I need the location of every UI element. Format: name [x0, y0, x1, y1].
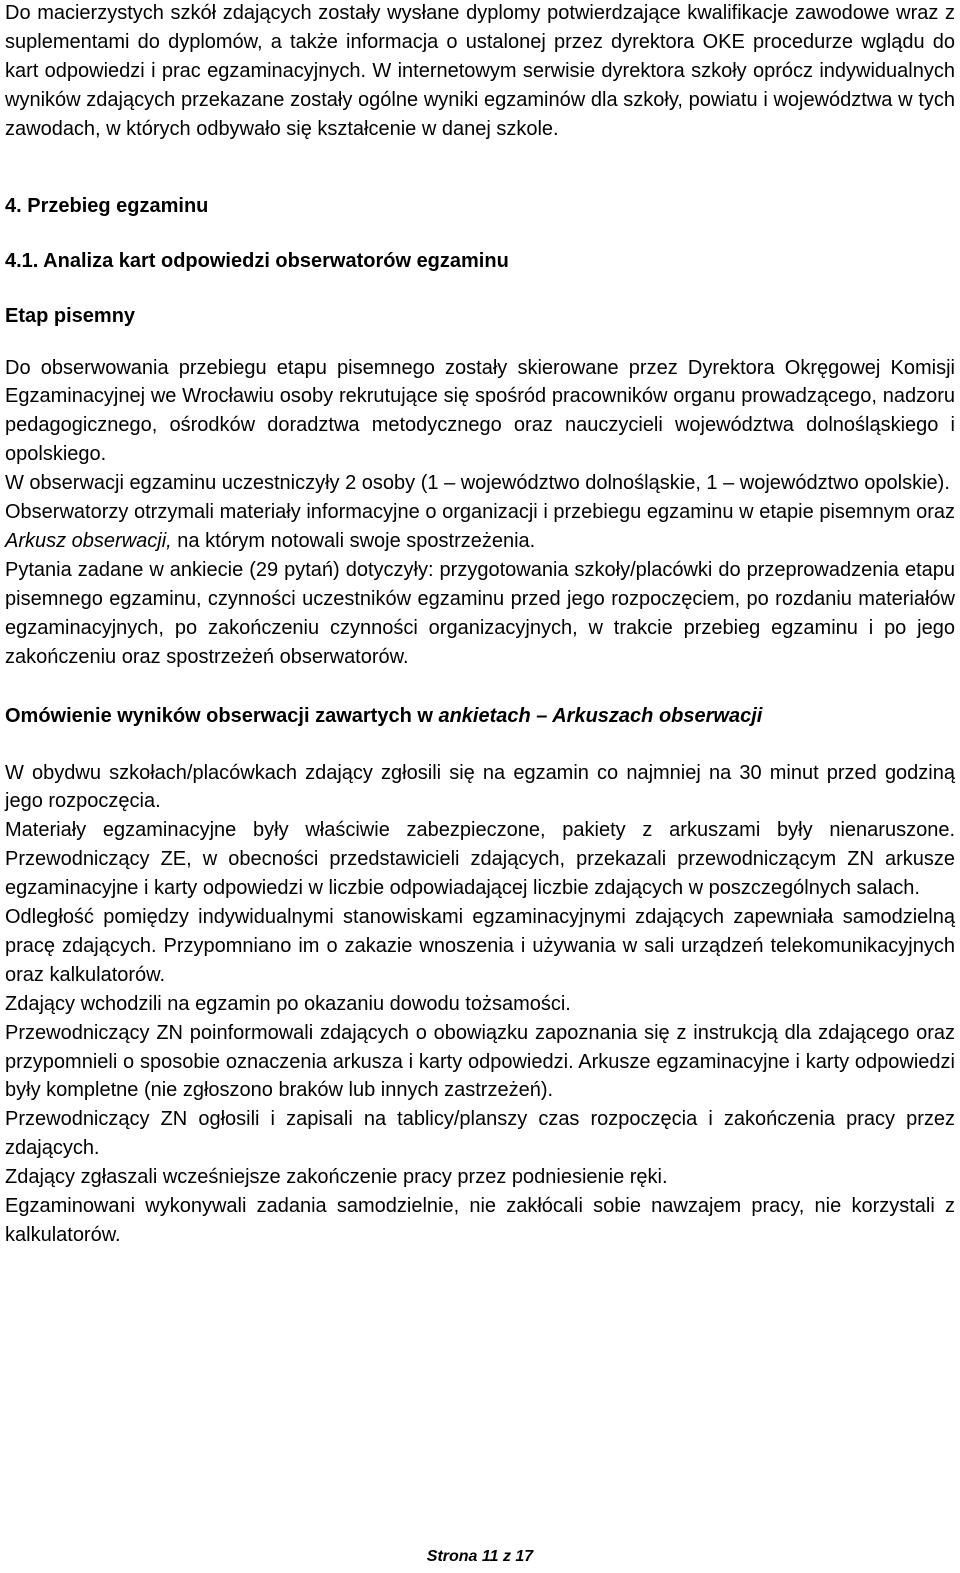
observers-paragraph-4: Pytania zadane w ankiecie (29 pytań) dotyczyły: przygotowania szkoły/placówki do przeprowadzenia etapu pisemnego egzaminu, czynności uczestników egzaminu przed jego rozpoczęciem, po rozdaniu materiałów egzaminacyjnych, po zakończeniu czynności organizacyjnych, w trakcie przebieg egzaminu i po jego zakończeniu oraz spostrzeżeń obserwatorów. [5, 558, 955, 668]
discussion-heading-text: Omówienie wyników obserwacji zawartych w [5, 704, 439, 727]
discussion-heading-italic: ankietach – Arkuszach obserwacji [438, 704, 763, 727]
discussion-item: Zdający wchodzili na egzamin po okazaniu dowodu tożsamości. [5, 992, 571, 1015]
discussion-list [5, 759, 955, 1250]
discussion-item: Przewodniczący ZN poinformowali zdających o obowiązku zapoznania się z instrukcją dla zdającego oraz przypomnieli o sposobie oznaczenia arkusza i karty odpowiedzi. Arkusze egzaminacyjne i karty odpowiedzi były kompletne (nie zgłoszono braków lub innych zastrzeżeń). [5, 1021, 955, 1102]
observers-paragraph-2: W obserwacji egzaminu uczestniczyły 2 osoby (1 – województwo dolnośląskie, 1 – województwo opolskie). [5, 472, 950, 495]
observers-p3-text: Obserwatorzy otrzymali materiały informacyjne o organizacji i przebiegu egzaminu w etapie pisemnym oraz [5, 501, 955, 524]
observers-paragraph-1: Do obserwowania przebiegu etapu pisemnego zostały skierowane przez Dyrektora Okręgowej Komisji Egzaminacyjnej we Wrocławiu osoby rekrutujące się spośród pracowników organu prowadzącego, nadzoru pedagogicznego, ośrodków doradztwa metodycznego oraz nauczycieli województwa dolnośląskiego i opolskiego. [5, 356, 955, 466]
observers-paragraph-3 [5, 498, 955, 556]
discussion-item: Egzaminowani wykonywali zadania samodzielnie, nie zakłócali sobie nawzajem pracy, nie korzystali z kalkulatorów. [5, 1195, 955, 1246]
intro-paragraph: Do macierzystych szkół zdających zostały wysłane dyplomy potwierdzające kwalifikacje zawodowe wraz z suplementami do dyplomów, a także informacja o ustalonej przez dyrektora OKE procedurze wglądu do kart odpowiedzi i prac egzaminacyjnych. W internetowym serwisie dyrektora szkoły oprócz indywidualnych wyników zdających przekazane zostały ogólne wyniki egzaminów dla szkoły, powiatu i województwa w tych zawodach, w których odbywało się kształcenie w danej szkole. [5, 2, 955, 140]
discussion-item: W obydwu szkołach/placówkach zdający zgłosili się na egzamin co najmniej na 30 minut przed godziną jego rozpoczęcia. [5, 761, 955, 813]
discussion-item: Zdający zgłaszali wcześniejsze zakończenie pracy przez podniesienie ręki. [5, 1166, 668, 1189]
section-heading: 4. Przebieg egzaminu [5, 194, 209, 217]
discussion-heading [5, 702, 955, 731]
stage-heading: Etap pisemny [5, 304, 136, 327]
page-footer: Strona 11 z 17 [426, 1548, 534, 1565]
subsection-heading: 4.1. Analiza kart odpowiedzi obserwatorów egzaminu [5, 249, 509, 272]
observers-p3-end: na którym notowali swoje spostrzeżenia. [171, 529, 536, 552]
discussion-item: Przewodniczący ZN ogłosili i zapisali na tablicy/planszy czas rozpoczęcia i zakończenia pracy przez zdających. [5, 1108, 955, 1160]
observation-sheet-title: Arkusz obserwacji, [5, 529, 172, 552]
discussion-item: Odległość pomiędzy indywidualnymi stanowiskami egzaminacyjnymi zdających zapewniała samodzielną pracę zdających. Przypomniano im o zakazie wnoszenia i używania w sali urządzeń telekomunikacyjnych oraz kalkulatorów. [5, 906, 955, 986]
document-page [5, 0, 955, 1250]
discussion-item: Materiały egzaminacyjne były właściwie zabezpieczone, pakiety z arkuszami były nienaruszone. Przewodniczący ZE, w obecności przedstawicieli zdających, przekazali przewodniczącym ZN arkusze egzaminacyjne i karty odpowiedzi w liczbie odpowiadającej liczbie zdających w poszczególnych salach. [5, 819, 955, 900]
